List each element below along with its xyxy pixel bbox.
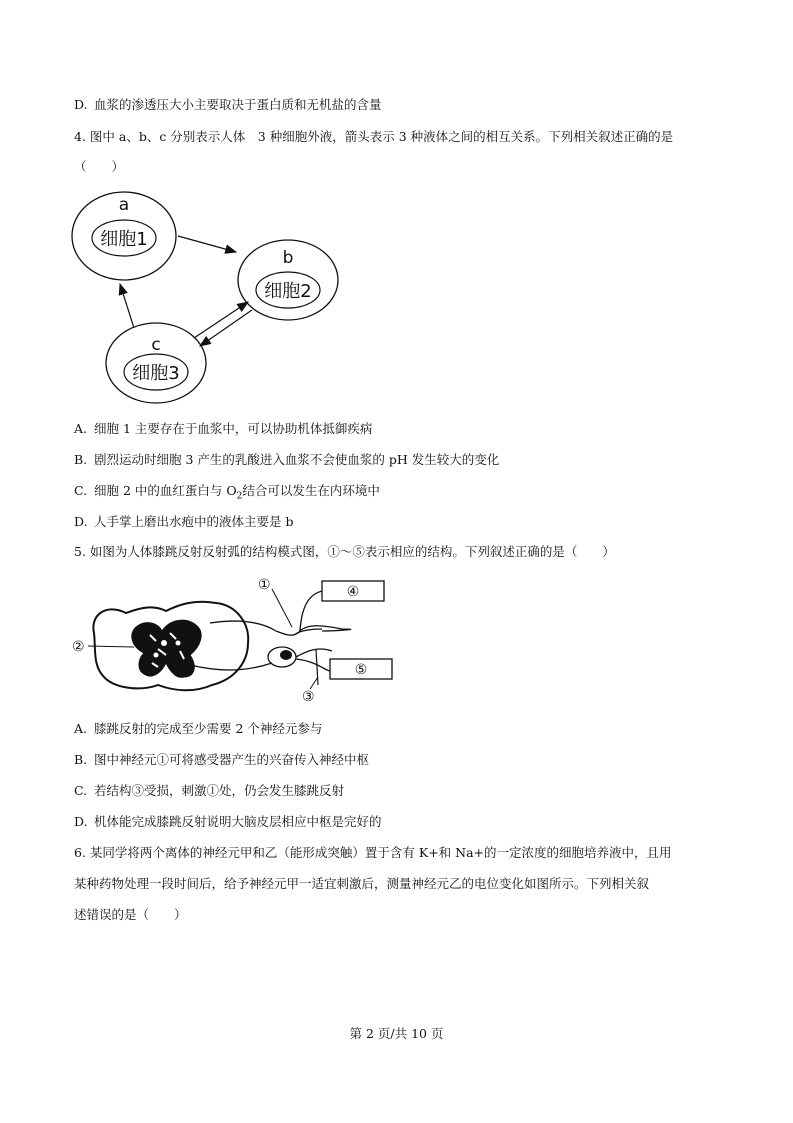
fluid-b-label: b [282, 248, 294, 268]
option-letter: C. [74, 783, 88, 798]
option-letter: A. [74, 721, 88, 736]
subscript-2: 2 [236, 491, 243, 502]
q4-stem: 4. 图中 a、b、c 分别表示人体 3 种细胞外液，箭头表示 3 种液体之间的相互关系。下列相关叙述正确的是 [74, 129, 674, 144]
reflex-arc-diagram [66, 575, 406, 710]
grey-matter [132, 620, 201, 677]
afferent-nerve [276, 626, 351, 635]
option-letter: A. [74, 421, 88, 436]
dorsal-root [210, 621, 276, 631]
label-1: ① [258, 577, 271, 593]
arrow-c-to-b [194, 302, 248, 338]
q4-option-a [74, 420, 372, 438]
option-letter: B. [74, 452, 88, 467]
body-fluid-diagram [70, 188, 340, 408]
q5-option-c [74, 782, 344, 800]
label-3: ③ [302, 689, 315, 705]
option-text: 细胞 1 主要存在于血浆中，可以协助机体抵御疾病 [94, 421, 373, 436]
q4-answer-paren: （ ） [74, 159, 125, 174]
option-text-after: 结合可以发生在内环境中 [242, 483, 380, 498]
fluid-a-label: a [118, 195, 130, 215]
arrow-b-to-c [200, 310, 252, 346]
q4-option-c [74, 482, 380, 506]
q4-option-d [74, 513, 293, 531]
q4-option-b [74, 451, 499, 469]
cell-2-label: 细胞2 [264, 281, 312, 302]
q5-option-b [74, 751, 369, 769]
ventral-root [190, 663, 272, 670]
option-text: 膝跳反射的完成至少需要 2 个神经元参与 [94, 721, 323, 736]
page-footer: 第 2 页/共 10 页 [349, 1026, 444, 1041]
option-letter: D. [74, 514, 88, 529]
cell-1-label: 细胞1 [100, 229, 148, 250]
option-letter: B. [74, 752, 88, 767]
option-letter: C. [74, 483, 88, 498]
label-5: ⑤ [354, 662, 368, 678]
q5-stem: 5. 如图为人体膝跳反射反射弧的结构模式图，①～⑤表示相应的结构。下列叙述正确的是（ ） [74, 544, 615, 559]
cell-3-label: 细胞3 [132, 363, 180, 384]
option-text-before: 细胞 2 中的血红蛋白与 O [94, 483, 237, 498]
q6-line-1: 6. 某同学将两个离体的神经元甲和乙（能形成突触）置于含有 K+和 Na+的一定浓度的细胞培养液中，且用 [74, 845, 672, 860]
option-text: 图中神经元①可将感受器产生的兴奋传入神经中枢 [94, 752, 370, 767]
option-text: 剧烈运动时细胞 3 产生的乳酸进入血浆不会使血浆的 pH 发生较大的变化 [94, 452, 500, 467]
fluid-c-label: c [151, 335, 161, 355]
option-text: 机体能完成膝跳反射说明大脑皮层相应中枢是完好的 [94, 814, 382, 829]
option-text: 人手掌上磨出水疱中的液体主要是 b [94, 514, 294, 529]
option-letter: D. [74, 97, 88, 112]
q5-option-a [74, 720, 322, 738]
option-text: 血浆的渗透压大小主要取决于蛋白质和无机盐的含量 [94, 97, 382, 112]
q6-line-3: 述错误的是（ ） [74, 907, 187, 922]
efferent-nerve [296, 649, 332, 657]
arrow-c-to-a [120, 284, 134, 328]
q6-line-2: 某种药物处理一段时间后，给予神经元甲一适宜刺激后，测量神经元乙的电位变化如图所示。下列相关叙 [74, 876, 650, 891]
option-text: 若结构③受损，刺激①处，仍会发生膝跳反射 [94, 783, 345, 798]
option-letter: D. [74, 814, 88, 829]
prev-option-d [74, 96, 382, 114]
label-2: ② [72, 639, 85, 655]
label-4: ④ [346, 584, 360, 600]
arrow-a-to-b [178, 236, 236, 252]
q5-option-d [74, 813, 382, 831]
